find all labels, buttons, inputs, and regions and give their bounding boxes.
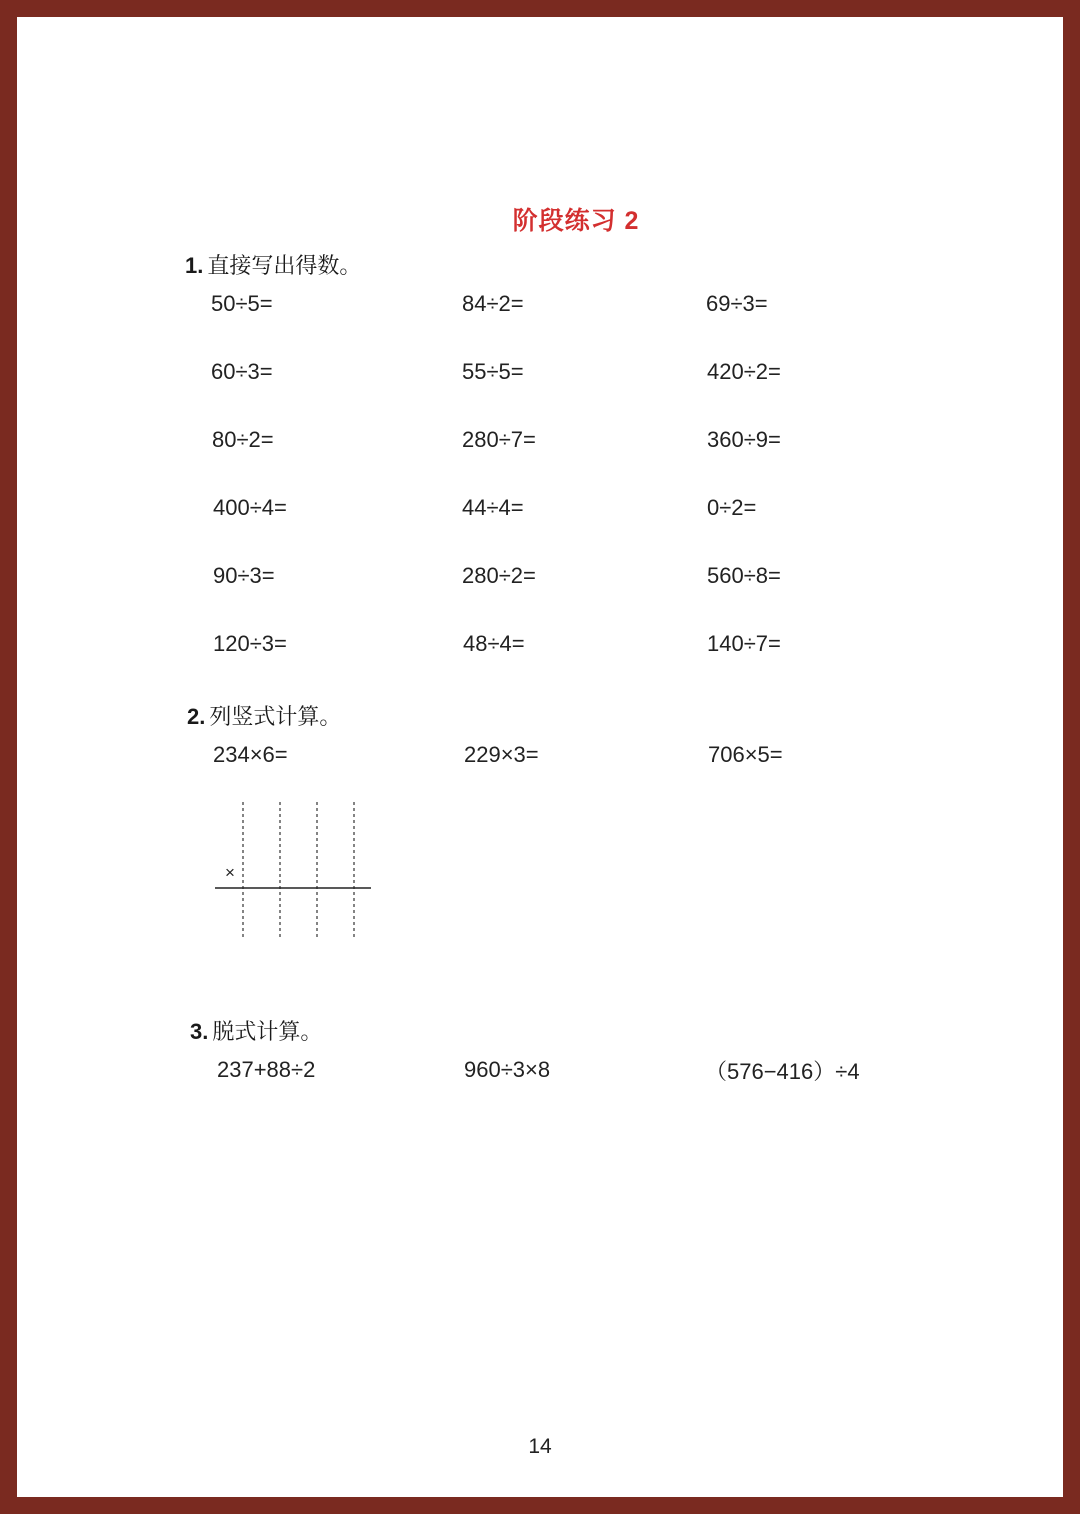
problem-1-2: 84÷2= <box>462 291 524 316</box>
worksheet-title: 阶段练习 2 <box>512 207 640 235</box>
problem-1-13: 90÷3= <box>213 563 275 588</box>
problem-1-1: 50÷5= <box>211 291 273 316</box>
problem-1-8: 280÷7= <box>462 427 536 452</box>
problem-2-1: 234×6= <box>213 742 288 767</box>
problem-1-4: 60÷3= <box>211 359 273 384</box>
section-3-number: 3. <box>190 1019 209 1044</box>
problem-3-2: 960÷3×8 <box>464 1057 551 1082</box>
problem-1-17: 48÷4= <box>463 631 525 656</box>
problem-1-15: 560÷8= <box>707 563 781 588</box>
page-number: 14 <box>528 1435 552 1458</box>
calculation-grid-lines <box>215 802 371 937</box>
problem-1-11: 44÷4= <box>462 495 524 520</box>
problem-1-9: 360÷9= <box>707 427 781 452</box>
problem-3-3: （576−416）÷4 <box>705 1059 860 1084</box>
section-1-number: 1. <box>185 253 204 278</box>
problem-1-5: 55÷5= <box>462 359 524 384</box>
section-3-heading <box>190 1015 322 1046</box>
problem-3-1: 237+88÷2 <box>217 1057 316 1082</box>
problem-1-16: 120÷3= <box>213 631 287 656</box>
problem-2-2: 229×3= <box>464 742 539 767</box>
section-2-label: 列竖式计算。 <box>209 704 342 729</box>
section-2-heading <box>187 700 341 731</box>
vertical-calculation-grid <box>215 802 371 937</box>
section-2-number: 2. <box>187 704 206 729</box>
problem-1-3: 69÷3= <box>706 291 768 316</box>
section-1-heading <box>185 249 361 280</box>
problem-1-10: 400÷4= <box>213 495 287 520</box>
section-3-label: 脱式计算。 <box>212 1019 323 1044</box>
problem-1-6: 420÷2= <box>707 359 781 384</box>
worksheet-page <box>17 17 1063 1497</box>
problem-1-18: 140÷7= <box>707 631 781 656</box>
problem-1-12: 0÷2= <box>707 495 757 520</box>
problem-2-3: 706×5= <box>708 742 783 767</box>
problem-1-7: 80÷2= <box>212 427 274 452</box>
multiply-symbol: × <box>225 863 235 882</box>
section-1-label: 直接写出得数。 <box>207 253 362 278</box>
problem-1-14: 280÷2= <box>462 563 536 588</box>
